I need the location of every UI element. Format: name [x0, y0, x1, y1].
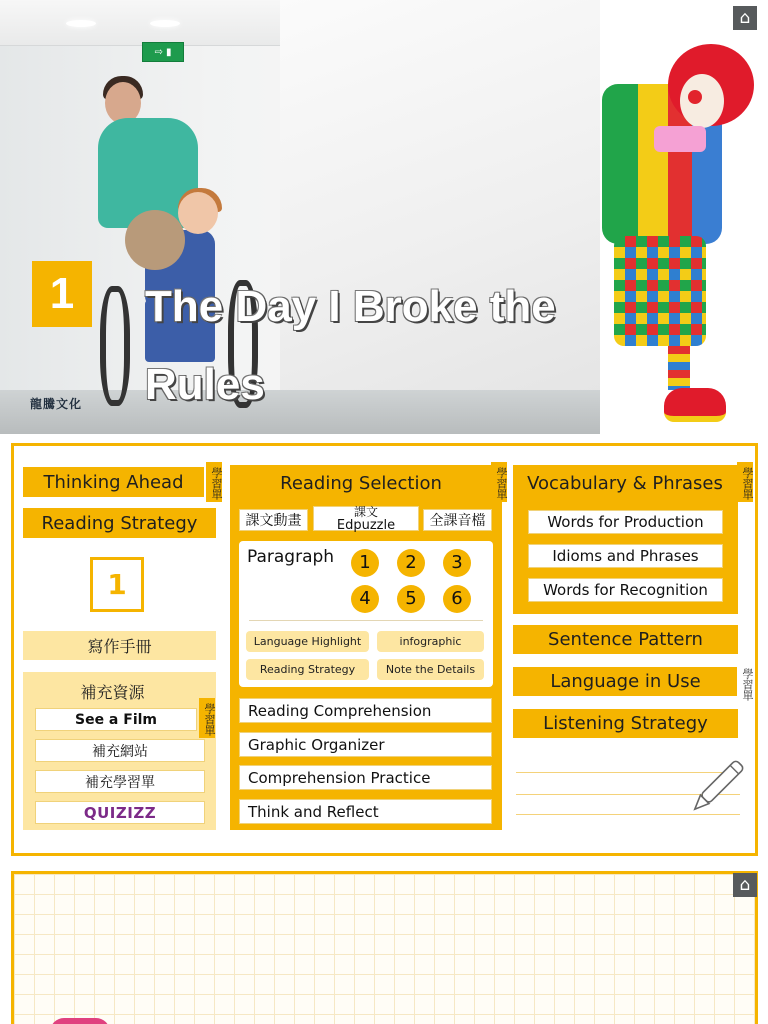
quizizz-button[interactable]: QUIZIZZ: [35, 801, 205, 824]
paragraph-4-button[interactable]: 4: [351, 585, 379, 613]
supplementary-website-button[interactable]: 補充網站: [35, 739, 205, 762]
unit-number-badge: 1: [32, 261, 92, 327]
reading-strategy-label: Reading Strategy: [41, 512, 198, 534]
text-animation-button[interactable]: 課文動畫: [239, 509, 308, 531]
reading-strategy-button[interactable]: [23, 508, 216, 538]
thinking-ahead-label: Thinking Ahead: [43, 471, 184, 493]
graphic-organizer-button[interactable]: Graphic Organizer: [239, 732, 492, 757]
supplementary-worksheet-button[interactable]: 補充學習單: [35, 770, 205, 793]
unit-number-box[interactable]: 1: [90, 557, 144, 612]
supplementary-resources-label: 補充資源: [80, 683, 145, 702]
study-sheet-tag[interactable]: 學習單: [199, 698, 215, 738]
language-in-use-label: Language in Use: [550, 671, 701, 692]
teddy-bear-figure: [125, 210, 185, 270]
study-sheet-tag[interactable]: 學習單: [737, 462, 753, 502]
child-figure: [178, 192, 218, 234]
unit-title: The Day I Broke the Rules: [145, 282, 556, 409]
home-icon[interactable]: ⌂: [733, 873, 757, 897]
infographic-button[interactable]: infographic: [377, 631, 484, 652]
hero-banner: [0, 0, 768, 434]
reading-strategy-pill-button[interactable]: Reading Strategy: [246, 659, 369, 680]
listening-strategy-button[interactable]: [513, 709, 738, 738]
study-sheet-tag[interactable]: 學習單: [737, 664, 753, 702]
reading-comprehension-button[interactable]: Reading Comprehension: [239, 698, 492, 723]
pen-icon: [686, 758, 746, 818]
paragraph-divider: [249, 620, 483, 621]
text-edpuzzle-line1: 課文: [353, 504, 378, 519]
home-icon[interactable]: ⌂: [733, 6, 757, 30]
paragraph-5-button[interactable]: 5: [397, 585, 425, 613]
paragraph-2-button[interactable]: 2: [397, 549, 425, 577]
thinking-ahead-button[interactable]: [23, 467, 204, 497]
sentence-pattern-label: Sentence Pattern: [548, 629, 703, 650]
clown-figure: [664, 388, 726, 422]
clown-figure: [668, 346, 690, 390]
exit-sign-icon: ⇨ ▮: [142, 42, 184, 62]
comprehension-practice-button[interactable]: Comprehension Practice: [239, 765, 492, 790]
words-for-production-button[interactable]: Words for Production: [528, 510, 723, 534]
paragraph-6-button[interactable]: 6: [443, 585, 471, 613]
words-for-recognition-button[interactable]: Words for Recognition: [528, 578, 723, 602]
decorative-blob: [50, 1018, 110, 1024]
reading-selection-button[interactable]: [236, 468, 486, 498]
idioms-and-phrases-button[interactable]: Idioms and Phrases: [528, 544, 723, 568]
clown-figure: [680, 74, 724, 128]
grid-notes-panel: [11, 871, 758, 1024]
sentence-pattern-button[interactable]: [513, 625, 738, 654]
full-audio-button[interactable]: 全課音檔: [423, 509, 492, 531]
paragraph-label: Paragraph: [247, 547, 335, 567]
note-the-details-button[interactable]: Note the Details: [377, 659, 484, 680]
study-sheet-tag[interactable]: 學習單: [206, 462, 222, 502]
paragraph-3-button[interactable]: 3: [443, 549, 471, 577]
ceiling-light: [66, 20, 96, 27]
language-highlight-button[interactable]: Language Highlight: [246, 631, 369, 652]
see-a-film-button[interactable]: See a Film: [35, 708, 197, 731]
study-sheet-tag[interactable]: 學習單: [491, 462, 507, 502]
text-edpuzzle-line2: Edpuzzle: [336, 517, 396, 533]
clown-figure: [614, 236, 706, 346]
ceiling-light: [150, 20, 180, 27]
reading-selection-label: Reading Selection: [280, 472, 442, 494]
clown-figure: [654, 126, 706, 152]
paragraph-1-button[interactable]: 1: [351, 549, 379, 577]
language-in-use-button[interactable]: [513, 667, 738, 696]
corridor-ceiling: [0, 0, 280, 46]
clown-figure: [688, 90, 702, 104]
vocabulary-phrases-button[interactable]: [516, 468, 734, 498]
publisher-logo: 龍騰文化: [30, 397, 83, 411]
text-edpuzzle-button[interactable]: [313, 506, 419, 531]
think-and-reflect-button[interactable]: Think and Reflect: [239, 799, 492, 824]
wheelchair-figure: [100, 286, 130, 406]
vocabulary-phrases-label: Vocabulary & Phrases: [527, 472, 723, 494]
listening-strategy-label: Listening Strategy: [543, 713, 708, 734]
writing-handbook-button[interactable]: 寫作手冊: [23, 631, 216, 660]
